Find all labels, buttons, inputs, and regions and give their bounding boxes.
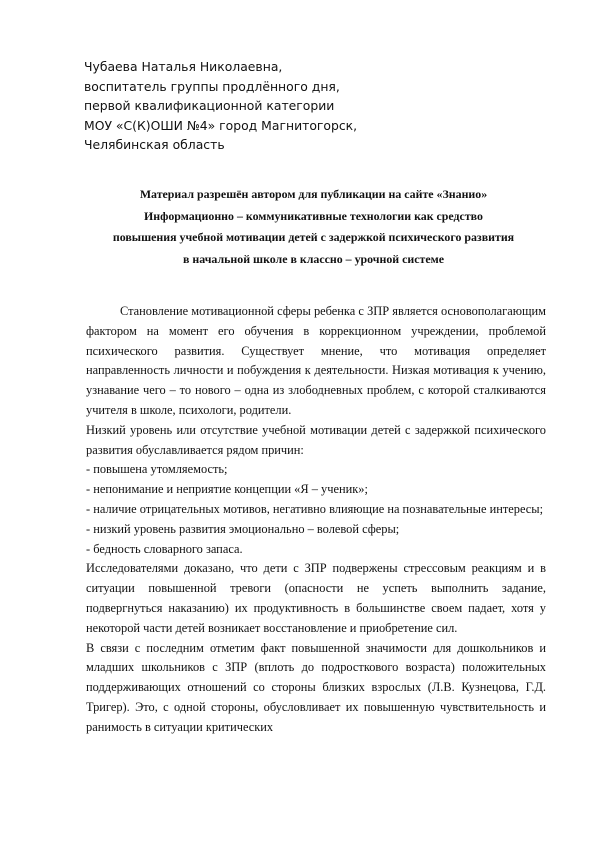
title-line-1: Информационно – коммуникативные технологии как средство: [144, 208, 483, 223]
title-line-2: повышения учебной мотивации детей с задержкой психического развития: [112, 230, 515, 244]
title-line-3: в начальной школе в классно – урочной системе: [182, 251, 445, 266]
list-item: - наличие отрицательных мотивов, негативно влияющие на познавательные интересы;: [86, 501, 544, 516]
author-category: первой квалификационной категории: [84, 98, 335, 114]
author-position: воспитатель группы продлённого дня,: [84, 78, 340, 94]
paragraph-4: В связи с последним отметим факт повышенной значимости для дошкольников и младших школьников с ЗПР (вплоть до подросткового возраста) положительных поддерживающих отношений со стороны близких взрослых (Л.В. Кузнецова, Г.Д. Тригер). Это, с одной стороны, обусловливает их повышенную чувствительность и ранимость в ситуации критических: [86, 640, 546, 734]
author-region: Челябинская область: [84, 137, 225, 153]
list-item: - повышена утомляемость;: [86, 462, 228, 477]
author-school: МОУ «С(К)ОШИ №4» город Магнитогорск,: [84, 117, 358, 133]
list-item: - непонимание и неприятие концепции «Я – ученик»;: [86, 482, 368, 497]
permission-note: Материал разрешён автором для публикации на сайте «Знанио»: [139, 187, 488, 201]
author-block: [84, 57, 357, 155]
author-name: Чубаева Наталья Николаевна,: [84, 59, 283, 74]
paragraph-2: Низкий уровень или отсутствие учебной мотивации детей с задержкой психического развития обуславливается рядом причин:: [86, 422, 546, 457]
list-item: - низкий уровень развития эмоционально – волевой сферы;: [86, 521, 400, 536]
list-item: - бедность словарного запаса.: [86, 541, 243, 556]
body-text: [86, 302, 546, 738]
paragraph-1: Становление мотивационной сферы ребенка с ЗПР является основополагающим фактором на момент его обучения в коррекционном учреждении, проблемой психического развития. Существует мнение, что мотивация определяет направленность личности и побуждения к деятельности. Низкая мотивация к учению, узнавание чего – то нового – одна из злободневных проблем, с которой сталкиваются учителя в школе, психологи, родители.: [86, 304, 546, 417]
title-block: [86, 184, 541, 270]
paragraph-3: Исследователями доказано, что дети с ЗПР подвержены стрессовым реакциям и в ситуации повышенной тревоги (опасности не успеть выполнить задание, подвергнуться наказанию) их продуктивность в большинстве своем падает, хотя у некоторой части детей возникает восстановление и приобретение сил.: [86, 561, 546, 635]
